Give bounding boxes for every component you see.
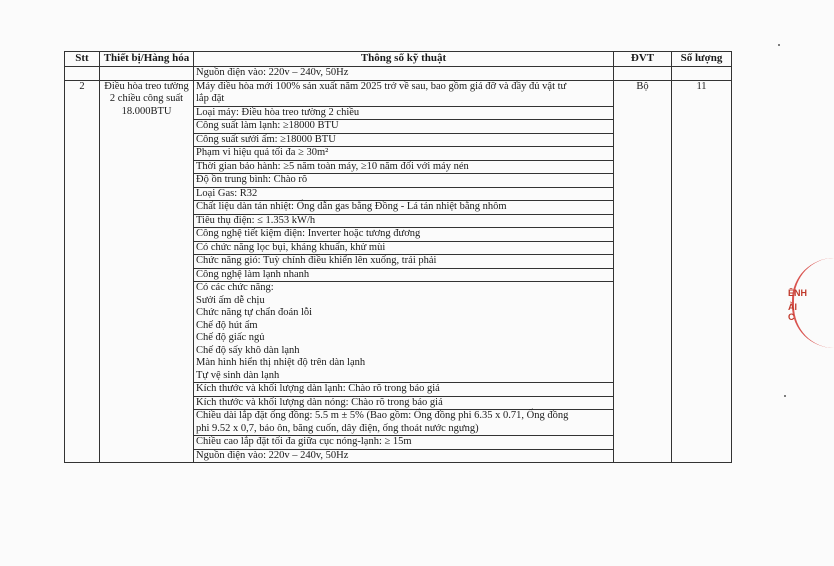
- spec-line: Có chức năng lọc bụi, kháng khuẩn, khử mùi: [196, 241, 386, 253]
- spec-line: Công suất làm lạnh: ≥18000 BTU: [196, 120, 339, 131]
- spec-line: Nguồn điện vào: 220v – 240v, 50Hz: [196, 449, 349, 461]
- item-qty: 11: [672, 80, 732, 463]
- header-stt: Stt: [65, 52, 100, 67]
- scan-speck: [778, 44, 780, 46]
- item-name: Điều hòa treo tường 2 chiều công suất 18.000BTU: [100, 80, 194, 463]
- spec-line: Chất liệu dàn tản nhiệt: Ống dẫn gas bằng Đồng - Lá tản nhiệt bằng nhôm: [196, 201, 507, 212]
- spec-cell: [194, 383, 614, 397]
- spec-cell: [194, 201, 614, 215]
- spec-cell: [194, 174, 614, 188]
- spec-line: Thời gian bảo hành: ≥5 năm toàn máy, ≥10 năm đối với máy nén: [196, 160, 469, 172]
- spec-line: Chức năng gió: Tuỳ chỉnh điều khiển lên xuống, trái phải: [196, 255, 437, 266]
- header-row: [65, 52, 732, 67]
- header-spec: Thông số kỹ thuật: [194, 52, 614, 67]
- spec-line: Màn hình hiển thị nhiệt độ trên dàn lạnh: [196, 357, 366, 368]
- spec-cell: Nguồn điện vào: 220v – 240v, 50Hz: [194, 67, 614, 81]
- spec-line: Chế độ giấc ngủ: [196, 332, 265, 343]
- spec-line: Công suất sưởi ấm: ≥18000 BTU: [196, 133, 336, 145]
- spec-line: Chiều dài lắp đặt ống đồng: 5.5 m ± 5% (Bao gồm: Ống đồng phi 6.35 x 0.71, Ống đồng: [196, 410, 569, 421]
- spec-line: Loại máy: Điều hòa treo tường 2 chiều: [196, 106, 360, 118]
- spec-line: Có các chức năng:: [196, 282, 274, 293]
- spec-cell: [194, 396, 614, 410]
- spec-line: Công nghệ làm lạnh nhanh: [196, 268, 310, 280]
- spec-line: Loại Gas: R32: [196, 187, 258, 199]
- spec-cell: [194, 80, 614, 106]
- spec-line: Công nghệ tiết kiệm điện: Inverter hoặc tương đương: [196, 228, 421, 239]
- spec-line: Chế độ sấy khô dàn lạnh: [196, 344, 300, 356]
- spec-cell: [194, 187, 614, 201]
- spec-table: [64, 51, 732, 463]
- spec-cell: [194, 160, 614, 174]
- scan-speck: [784, 395, 786, 397]
- spec-line: Máy điều hòa mới 100% sản xuất năm 2025 trở về sau, bao gồm giá đỡ và đầy đủ vật tư: [196, 80, 567, 92]
- spec-line: Tự vệ sinh dàn lạnh: [196, 369, 280, 381]
- spec-cell: [194, 241, 614, 255]
- spec-line: Kích thước và khối lượng dàn lạnh: Chào rõ trong báo giá: [196, 383, 440, 394]
- spec-cell: [194, 282, 614, 383]
- header-unit: ĐVT: [614, 52, 672, 67]
- spec-cell: [194, 106, 614, 120]
- spec-cell: [194, 214, 614, 228]
- header-device: Thiết bị/Hàng hóa: [100, 52, 194, 67]
- spec-line: Chế độ hút ẩm: [196, 319, 258, 331]
- stamp-text-1: ĒNH: [788, 288, 808, 298]
- item-unit: Bộ: [614, 80, 672, 463]
- spec-line: Chức năng tự chẩn đoán lỗi: [196, 307, 313, 318]
- spec-line: Độ ồn trung bình: Chào rõ: [196, 174, 308, 185]
- spec-line: Kích thước và khối lượng dàn nóng: Chào rõ trong báo giá: [196, 396, 443, 408]
- spec-cell: [194, 410, 614, 436]
- spec-line: Phạm vi hiệu quả tối đa ≥ 30m²: [196, 147, 329, 158]
- spec-line: Chiều cao lắp đặt tối đa giữa cục nóng-lạnh: ≥ 15m: [196, 436, 412, 447]
- spec-cell: [194, 120, 614, 134]
- header-qty: Số lượng: [672, 52, 732, 67]
- spec-cell: [194, 147, 614, 161]
- spec-cell: [194, 255, 614, 269]
- spec-cell: [194, 268, 614, 282]
- spec-row: [65, 80, 732, 106]
- spec-cell: [194, 449, 614, 463]
- spec-line: Tiêu thụ điện: ≤ 1.353 kW/h: [196, 214, 316, 226]
- continuation-row: [65, 67, 732, 81]
- stamp-text-2: ÀI C: [788, 302, 797, 322]
- spec-line: phi 9.52 x 0,7, bảo ôn, băng cuốn, dây điện, ống thoát nước ngưng): [196, 422, 479, 434]
- spec-cell: [194, 133, 614, 147]
- red-stamp: [786, 258, 808, 348]
- spec-line: lắp đặt: [196, 93, 225, 104]
- item-stt: 2: [65, 80, 100, 463]
- spec-line: Sưởi ấm dễ chịu: [196, 294, 265, 306]
- spec-cell: [194, 228, 614, 242]
- spec-cell: [194, 436, 614, 450]
